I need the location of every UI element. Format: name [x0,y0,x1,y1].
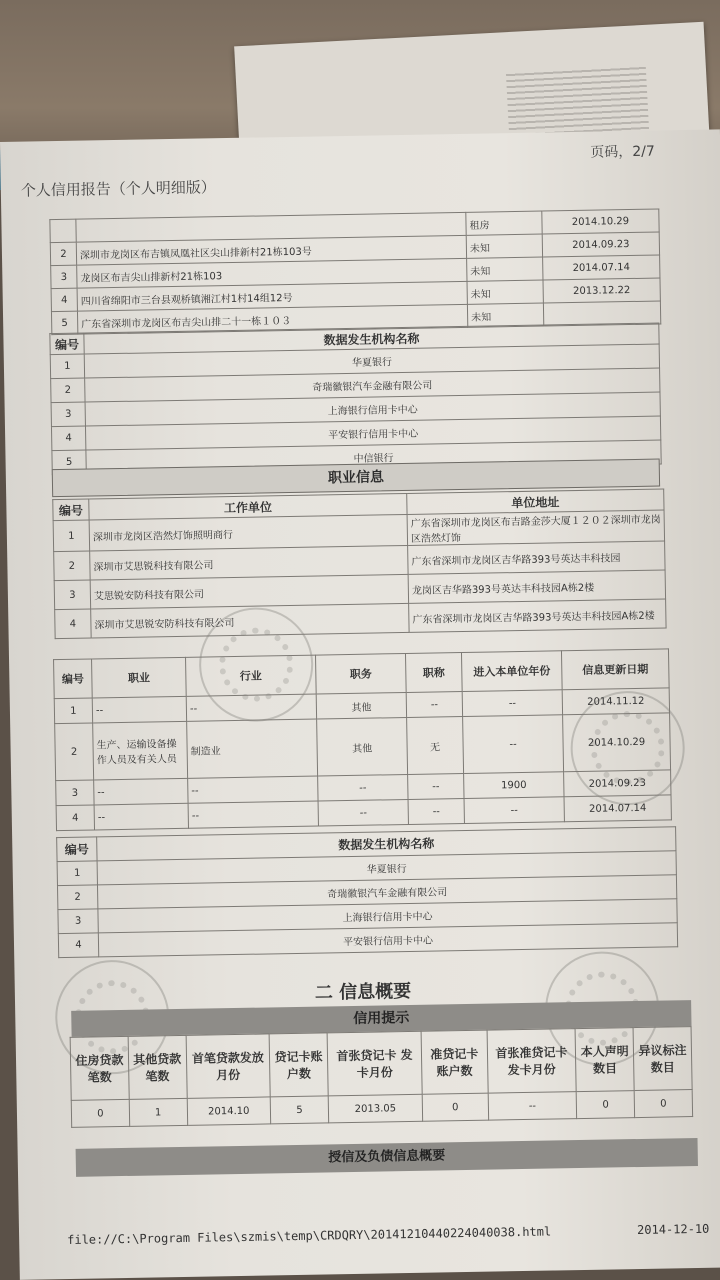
credit-tip-title: 信用提示 [71,1000,691,1037]
cell-occupation: 生产、运输设备操作人员及有关人员 [93,721,188,780]
cell-title: -- [408,774,464,800]
header-no: 编号 [50,333,84,355]
credit-debt-summary-title: 授信及负债信息概要 [76,1138,698,1177]
cell-employer: 深圳市艾思锐安防科技有限公司 [91,603,409,638]
cell-institution: 上海银行信用卡中心 [85,392,660,426]
cell-title: -- [408,799,464,825]
page-number: 页码，2/7 [590,143,655,161]
header-address: 单位地址 [407,489,664,514]
employer-table [52,488,666,639]
cell-industry: -- [186,694,316,721]
section-summary-title: 二 信息概要 [314,980,412,1004]
cell-no [50,219,76,242]
cell-address: 广东省深圳市龙岗区吉华路393号英达丰科技园 [408,541,665,574]
header-no: 编号 [57,837,97,862]
cell-no: 1 [50,354,84,379]
cell-no: 2 [51,378,85,403]
cell-date: 2014.10.29 [542,209,659,234]
cell-no: 3 [51,402,85,427]
cell-updated: 2014.11.12 [562,688,669,715]
cell-entry-year: -- [462,690,562,717]
table-header-row [70,1027,692,1101]
cell-employer: 艾思锐安防科技有限公司 [90,574,408,609]
cell-no: 1 [57,861,97,886]
header-entry-year: 进入本单位年份 [461,651,562,692]
cell-no: 1 [53,520,90,552]
cell-occupation: -- [92,696,186,723]
cell-no: 2 [55,723,94,781]
cell-address: 龙岗区布吉尖山排新村21栋103 [77,258,467,288]
header-no: 编号 [54,659,93,699]
header-institution: 数据发生机构名称 [97,827,676,861]
cell-entry-year: 1900 [464,772,564,799]
cell-updated: 2014.09.23 [564,770,671,797]
cell-address: 四川省绵阳市三台县观桥镇湘江村1村14组12号 [77,281,467,311]
cell-duty: 其他 [316,692,406,719]
cell-declarations: 0 [577,1091,635,1119]
header-first-card-month: 首张贷记卡 发卡月份 [327,1031,422,1096]
occupation-table [53,648,672,831]
cell-no: 4 [51,426,85,451]
cell-institution: 平安银行信用卡中心 [98,923,677,957]
cell-entry-year: -- [463,715,564,774]
cell-duty: -- [318,774,408,801]
header-occupation: 职业 [92,657,187,698]
header-credit-card-accounts: 贷记卡账户数 [269,1033,328,1097]
cell-institution: 中信银行 [86,440,661,474]
cell-status: 未知 [467,257,543,281]
cell-no: 3 [54,580,91,610]
cell-institution: 上海银行信用卡中心 [98,899,677,933]
cell-housing-loans: 0 [71,1099,129,1127]
cell-first-card-month: 2013.05 [328,1094,423,1123]
cell-no: 5 [51,311,77,334]
header-housing-loans: 住房贷款笔数 [70,1036,129,1100]
cell-status: 未知 [466,234,542,258]
header-updated: 信息更新日期 [561,649,669,690]
cell-updated: 2014.10.29 [563,713,671,772]
cell-status: 未知 [467,280,543,304]
header-employer: 工作单位 [89,493,407,520]
cell-date: 2014.07.14 [543,255,660,280]
cell-updated: 2014.07.14 [564,795,671,822]
cell-occupation: -- [94,778,188,805]
cell-address: 广东省深圳市龙岗区布吉路金莎大厦１２０２深圳市龙岗区浩然灯饰 [407,510,665,545]
header-declarations: 本人声明数目 [575,1028,634,1092]
header-other-loans: 其他贷款笔数 [128,1035,187,1099]
cell-date: 2013.12.22 [543,278,660,303]
cell-industry: -- [188,801,318,828]
cell-date: 2014.09.23 [542,232,659,257]
cell-no: 4 [58,933,98,958]
cell-no: 3 [58,909,98,934]
cell-title: -- [406,692,462,718]
cell-address: 龙岗区吉华路393号英达丰科技园A栋2楼 [408,570,665,603]
cell-disputes: 0 [634,1090,692,1118]
report-title: 个人信用报告（个人明细版） [20,178,216,200]
cell-duty: -- [318,799,408,826]
credit-tip-table [70,1026,693,1128]
cell-employer: 深圳市艾思锐科技有限公司 [90,545,408,580]
cell-no: 5 [52,450,86,475]
cell-first-semi-card-month: -- [488,1092,577,1121]
cell-institution: 华夏银行 [97,851,676,885]
header-semi-credit-accounts: 准贷记卡账户数 [421,1030,488,1094]
cell-no: 4 [56,805,94,831]
header-title: 职称 [405,653,462,693]
cell-first-loan-month: 2014.10 [187,1097,271,1125]
cell-status: 租房 [466,211,542,235]
cell-industry: -- [188,776,318,803]
cell-semi-credit-accounts: 0 [422,1093,488,1121]
cell-no: 4 [51,288,77,311]
cell-address: 广东省深圳市龙岗区吉华路393号英达丰科技园A栋2楼 [409,599,666,632]
header-institution: 数据发生机构名称 [84,323,659,354]
header-first-semi-card-month: 首张准贷记卡发卡月份 [487,1029,577,1094]
table-row [55,713,671,781]
cell-status: 未知 [467,303,543,327]
cell-institution: 奇瑞徽银汽车金融有限公司 [97,875,676,909]
cell-institution: 华夏银行 [84,344,659,378]
cell-entry-year: -- [464,797,564,824]
cell-no: 2 [54,551,91,581]
footer-file-path: file://C:\Program Files\szmis\temp\CRDQRY\20141210440224040038.html [67,1224,552,1247]
cell-address: 深圳市龙岗区布吉镇凤凰社区尖山排新村21栋103号 [76,235,466,265]
header-no: 编号 [53,499,89,521]
data-institution-table [49,323,661,476]
cell-no: 2 [57,885,97,910]
cell-no: 1 [54,698,92,724]
footer-date: 2014-12-10 [636,1221,710,1238]
cell-institution: 奇瑞徽银汽车金融有限公司 [85,368,660,402]
cell-no: 4 [55,609,92,639]
residence-table [49,209,661,336]
cell-occupation: -- [94,803,188,830]
header-industry: 行业 [186,655,317,696]
header-duty: 职务 [316,654,407,695]
cell-institution: 平安银行信用卡中心 [85,416,660,450]
cell-address: 广东省深圳市龙岗区布吉尖山排二十一栋１０３ [77,304,467,334]
credit-report-page [0,129,720,1279]
cell-industry: 制造业 [187,719,318,778]
cell-duty: 其他 [317,717,408,776]
cell-title: 无 [407,717,464,775]
cell-employer: 深圳市龙岗区浩然灯饰照明商行 [89,514,407,551]
cell-no: 2 [50,242,76,265]
data-institution-table [56,826,678,958]
cell-no: 3 [51,265,77,288]
cell-other-loans: 1 [129,1098,187,1126]
cell-no: 3 [56,780,94,806]
cell-credit-card-accounts: 5 [270,1096,328,1124]
section-job-title: 职业信息 [52,459,660,498]
header-first-loan-month: 首笔贷款发放月份 [186,1034,271,1098]
header-disputes: 异议标注数目 [633,1027,692,1091]
